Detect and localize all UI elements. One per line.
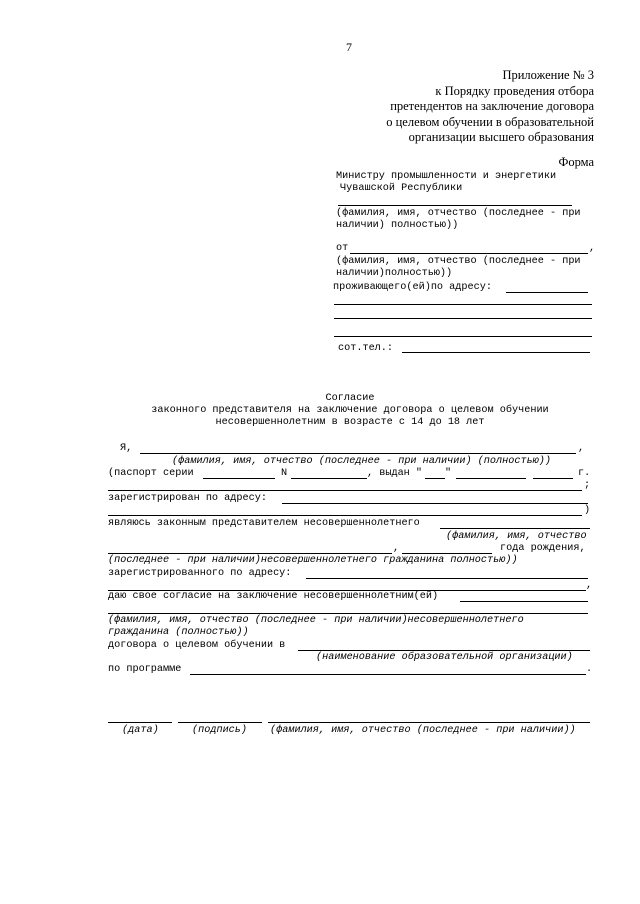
addressee-line-2: Чувашской Республики [340,183,463,194]
appendix-line-1: Приложение № 3 [502,68,594,82]
minor-fio-hint-1: (фамилия, имя, отчество [446,531,587,542]
addressee-fio-hint-2: наличии) полностью)) [336,220,459,231]
signature-hint: (подпись) [192,725,248,736]
phone-line[interactable] [402,352,590,353]
signer-fio-line[interactable] [268,722,590,723]
from-fio-line[interactable] [350,253,588,254]
registered-label: зарегистрирован по адресу: [108,493,267,504]
from-hint-1: (фамилия, имя, отчество (последнее - при [336,256,581,267]
form-label: Форма [558,155,594,169]
appendix-line-4: о целевом обучении в образовательной [386,114,594,129]
passport-series-line[interactable] [203,478,275,479]
comma-2: , [586,580,593,591]
from-comma: , [589,243,596,254]
consent-title: Согласие [325,393,375,404]
appendix-line-5: организации высшего образования [408,130,594,144]
signer-fio-hint: (фамилия, имя, отчество (последнее - при наличии)) [270,725,576,736]
minor-registered-label: зарегистрированного по адресу: [108,568,292,579]
program-period: . [586,664,593,675]
minor-comma: , [393,543,400,554]
issued-month-line[interactable] [456,478,526,479]
date-line[interactable] [108,722,172,723]
appendix-header [386,68,594,146]
addressee-line-1: Министру промышленности и энергетики [336,171,557,182]
consent-subtitle-1: законного представителя на заключение договора о целевом обучении [151,405,549,416]
from-hint-2: наличии)полностью)) [336,268,453,279]
registered-line[interactable] [282,503,588,504]
registered-line-2[interactable] [108,515,582,516]
minor-fio-hint-4: гражданина (полностью)) [108,627,249,638]
birth-year-label: года рождения, [500,543,586,554]
passport-number-line[interactable] [291,478,367,479]
residing-line-1[interactable] [506,292,588,293]
residing-line-2[interactable] [334,304,592,305]
birth-year-line[interactable] [402,553,492,554]
issued-by-line[interactable] [108,490,582,491]
parent-fio-hint: (фамилия, имя, отчество (последнее - при наличии) (полностью)) [172,456,552,467]
residing-label: проживающего(ей)по адресу: [333,282,492,293]
minor-registered-line[interactable] [306,578,588,579]
minor-fio-line-2[interactable] [108,553,392,554]
year-abbrev: г. [578,468,591,479]
consent-minor-line[interactable] [460,601,588,602]
consent-minor-line-2[interactable] [108,613,588,614]
consent-subtitle-2: несовершеннолетним в возрасте с 14 до 18 лет [215,417,485,428]
addressee-fio-hint-1: (фамилия, имя, отчество (последнее - при [336,208,581,219]
parent-fio-line[interactable] [140,453,576,454]
issued-day-line[interactable] [425,478,445,479]
representative-text: являюсь законным представителем несовершеннолетнего [108,518,420,529]
semicolon: ; [584,480,591,491]
passport-n-label: N [281,468,288,479]
signature-line[interactable] [178,722,262,723]
issued-label: , выдан " [367,468,423,479]
contract-label: договора о целевом обучении в [108,640,286,651]
from-prefix: от [336,243,349,254]
program-line[interactable] [190,674,586,675]
i-suffix: , [578,443,585,454]
minor-fio-hint-2: (последнее - при наличии)несовершеннолетнего гражданина полностью)) [108,555,518,566]
org-hint: (наименование образовательной организации) [316,652,573,663]
phone-label: сот.тел.: [338,343,394,354]
residing-line-3[interactable] [334,318,592,319]
i-prefix: Я, [120,443,133,454]
issued-year-line[interactable] [533,478,573,479]
minor-fio-line[interactable] [440,528,590,529]
page-number: 7 [346,40,352,54]
give-consent-text: даю свое согласие на заключение несовершеннолетним(ей) [108,591,439,602]
residing-line-4[interactable] [334,336,592,337]
quote-close: " [445,468,452,479]
date-hint: (дата) [122,725,159,736]
appendix-line-2: к Порядку проведения отбора [435,83,594,98]
addressee-fio-line[interactable] [338,205,572,206]
passport-label: (паспорт серии [108,468,194,479]
minor-fio-hint-3: (фамилия, имя, отчество (последнее - при наличии)несовершеннолетнего [108,615,524,626]
org-line[interactable] [298,650,590,651]
close-paren: ) [584,505,591,516]
program-label: по программе [108,664,182,675]
appendix-line-3: претендентов на заключение договора [390,99,594,113]
